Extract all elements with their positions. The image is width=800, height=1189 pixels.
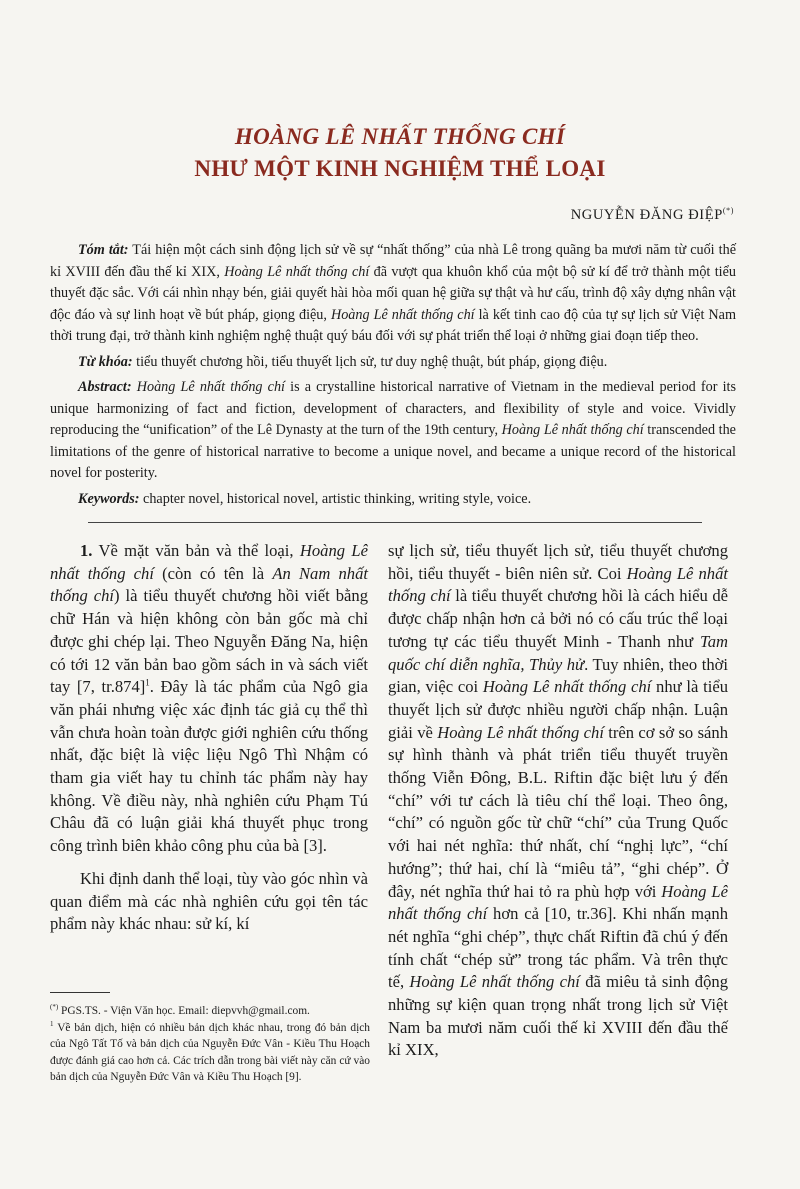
- abstract-vi-text-2: đã vượt qua khuôn khổ của một bộ sử kí để trở thành một tiểu thuyết đặc sắc. Với cái nhìn nhạy bén, giải quyết hài hòa mối quan hệ giữa sự thật và hư cấu, trình độ xây dựng nhân vật độc đáo và sự linh hoạt về bút pháp, giọng điệu,: [50, 263, 736, 323]
- author-footnote-mark[interactable]: (*): [722, 206, 734, 215]
- body-paragraph-2: Khi định danh thể loại, tùy vào góc nhìn và quan điểm mà các nhà nghiên cứu gọi tên tác phẩm này khác nhau: sử kí, kí: [50, 868, 368, 934]
- footnote-2: [50, 1020, 370, 1086]
- abstract-divider: [88, 522, 702, 523]
- abstract-vi-text-1: Tái hiện một cách sinh động lịch sử về sự “nhất thống” của nhà Lê trong quãng ba mươi năm từ cuối thế kỉ XVIII đến đầu thế kỉ XIX,: [50, 242, 736, 280]
- footnote-divider: [50, 992, 110, 993]
- abstract-vi-work-1: Hoàng Lê nhất thống chí: [224, 263, 370, 280]
- abstract-en-text-2: transcended the limitations of the genre of historical narrative to become a unique novel, and became a unique record of the historical novel for posterity.: [50, 422, 736, 481]
- title-line-2: NHƯ MỘT KINH NGHIỆM THỂ LOẠI: [194, 156, 606, 181]
- title-line-1: HOÀNG LÊ NHẤT THỐNG CHÍ: [234, 124, 566, 149]
- abstract-en-label: Abstract:: [78, 379, 132, 395]
- body-text: trên cơ sở so sánh sự hình thành và phát triển tiểu thuyết truyền thống Viễn Đông, B.L. Riftin đặc biệt lưu ý đến “chí” với tư cách là tiêu chí thể loại. Theo ông, “chí” có nguồn gốc từ chữ “chí” của Trung Quốc với hai nét nghĩa: thứ nhất, chí “nghị lực”, “chí hướng”; thứ hai, chí là “miêu tả”, “ghi chép”. Ở đây, nét nghĩa thứ hai tỏ ra phù hợp với: [388, 722, 728, 901]
- body-text: . Đây là tác phẩm của Ngô gia văn phái nhưng việc xác định tác giả cụ thể thì vẫn chưa hoàn toàn được giới nghiên cứu thống nhất, đặc biệt là việc liệu Ngô Thì Nhậm có tham gia viết hay tu chỉnh tác phẩm này hay không. Về điều này, nhà nghiên cứu Phạm Tú Châu đã có luận giải khá thuyết phục trong công trình biên khảo công phu của bà [3].: [50, 677, 368, 856]
- keywords-en: [50, 489, 736, 511]
- body-column-right: [388, 540, 728, 1062]
- body-text: . Tuy nhiên, theo thời gian, việc coi: [388, 654, 728, 697]
- body-text: ) là tiểu thuyết chương hồi viết bằng chữ Hán và hiện không còn bản gốc mà chỉ được ghi chép lại. Theo Nguyễn Đăng Na, hiện có tới 12 văn bản bao gồm sách in và sách viết tay [7, tr.874]: [50, 586, 368, 697]
- body-column-left: [50, 540, 368, 936]
- body-paragraph-2-continued: [388, 540, 728, 1062]
- body-text: Về mặt văn bản và thể loại,: [92, 541, 300, 560]
- body-text: (còn có tên là: [153, 563, 273, 583]
- work-title: Hoàng Lê nhất thống chí: [388, 563, 728, 606]
- footnote-1: [50, 1003, 370, 1020]
- body-text: đã miêu tả sinh động những sự kiện quan trọng nhất trong lịch sử Việt Nam ba mươi năm cuối thế kỉ XVIII đến đầu thế kỉ XIX,: [388, 972, 728, 1060]
- abstract-vi-work-2: Hoàng Lê nhất thống chí: [330, 306, 475, 323]
- author-text: NGUYỄN ĐĂNG ĐIỆP: [570, 206, 723, 223]
- abstract-en-work-2: Hoàng Lê nhất thống chí: [501, 422, 644, 438]
- body-text: sự lịch sử, tiểu thuyết lịch sử, tiểu thuyết chương hồi, tiểu thuyết - biên niên sử. Coi: [388, 541, 728, 583]
- footnotes: [50, 1003, 370, 1086]
- keywords-en-text: chapter novel, historical novel, artistic thinking, writing style, voice.: [139, 490, 532, 507]
- work-title: Hoàng Lê nhất thống chí: [388, 881, 728, 924]
- abstract-en-work-1: Hoàng Lê nhất thống chí: [131, 379, 285, 395]
- footnote-2-mark: 1: [50, 1019, 54, 1028]
- author-name: [571, 206, 734, 224]
- abstract-vi-text-3: là kết tinh cao độ của tự sự lịch sử Việt Nam thời trung đại, trở thành kinh nghiệm nghệ thuật quý báu đối với sự phát triển thể loại ở những giai đoạn tiếp theo.: [50, 306, 736, 344]
- keywords-vi: [50, 352, 736, 374]
- work-title: Tam quốc chí diễn nghĩa, Thủy hử: [388, 631, 728, 674]
- work-title: An Nam nhất thống chí: [50, 563, 368, 606]
- abstract-vi-label: Tóm tắt:: [78, 242, 129, 258]
- work-title: Hoàng Lê nhất thống chí: [409, 972, 580, 992]
- body-text: như là tiểu thuyết lịch sử được nhiều người chấp nhận. Luận giải về: [388, 677, 728, 742]
- work-title: Hoàng Lê nhất thống chí: [437, 722, 604, 742]
- keywords-vi-text: tiểu thuyết chương hồi, tiểu thuyết lịch sử, tư duy nghệ thuật, bút pháp, giọng điệu.: [132, 353, 608, 370]
- abstract-section: [50, 240, 736, 514]
- footnote-1-mark: (*): [50, 1003, 59, 1012]
- abstract-en-text-1: is a crystalline historical narrative of Vietnam in the medieval period for its unique harmonizing of fact and fiction, development of characters, and flexibility of style and voice. Vividly reproducing the “unification” of the Lê Dynasty at the turn of the 19th century,: [50, 379, 736, 438]
- work-title: Hoàng Lê nhất thống chí: [482, 677, 652, 697]
- body-text: hơn cả [10, tr.36]. Khi nhấn mạnh nét nghĩa “ghi chép”, thực chất Riftin đã chú ý đến tính chất “chép sử” trong tác phẩm. Và trên thực tế,: [388, 904, 728, 992]
- abstract-vi: [50, 240, 736, 348]
- footnote-ref[interactable]: 1: [145, 677, 150, 688]
- abstract-en: [50, 377, 736, 485]
- body-paragraph-1: [50, 540, 368, 858]
- footnote-2-text: Về bản dịch, hiện có nhiều bản dịch khác nhau, trong đó bản dịch của Ngô Tất Tố và bản dịch của Nguyễn Đức Vân - Kiều Thu Hoạch được đánh giá cao hơn cả. Các trích dẫn trong bài viết này căn cứ vào bản dịch của Nguyễn Đức Vân và Kiều Thu Hoạch [9].: [50, 1021, 370, 1083]
- section-number: 1.: [80, 541, 93, 560]
- footnote-1-text: PGS.TS. - Viện Văn học. Email: diepvvh@gmail.com.: [58, 1005, 310, 1017]
- work-title: Hoàng Lê nhất thống chí: [50, 541, 368, 583]
- keywords-en-label: Keywords:: [78, 490, 140, 507]
- body-text: là tiểu thuyết chương hồi là cách hiểu dễ được chấp nhận hơn cả bởi nó có cấu trúc thể loại tương tự các tiểu thuyết Minh - Thanh như: [388, 586, 729, 651]
- article-title: [0, 122, 800, 186]
- keywords-vi-label: Từ khóa:: [78, 353, 133, 370]
